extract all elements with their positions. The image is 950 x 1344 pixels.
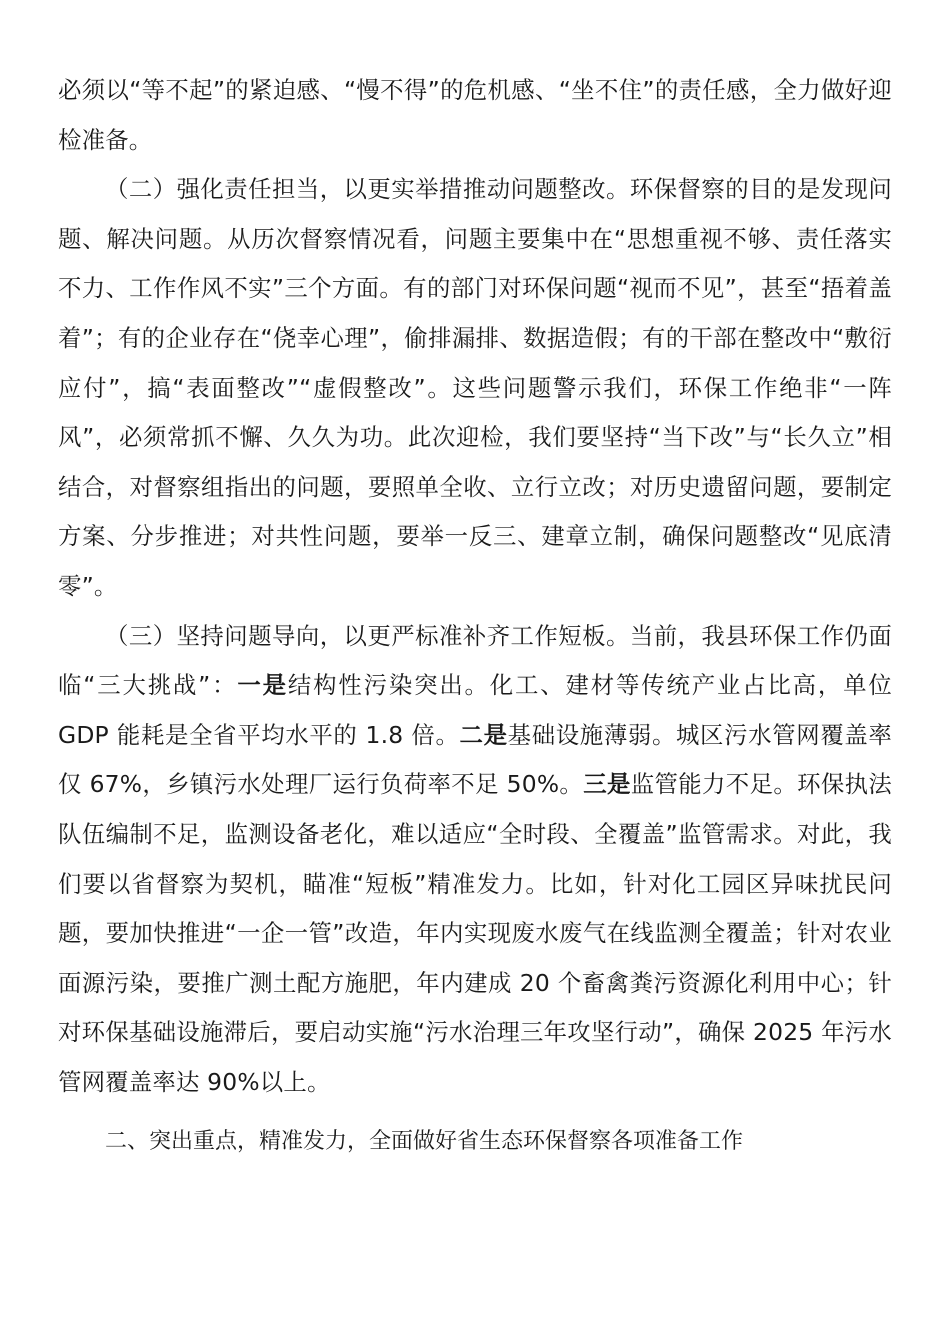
emphasis-first: 一是: [237, 671, 288, 700]
emphasis-third: 三是: [583, 770, 631, 799]
paragraph-problem-oriented: [58, 612, 892, 1108]
section-heading: 二、突出重点，精准发力，全面做好省生态环保督察各项准备工作: [105, 1129, 744, 1155]
paragraph-text: 必须以“等不起”的紧迫感、“慢不得”的危机感、“坐不住”的责任感，全力做好迎检准备。: [58, 76, 892, 154]
document-page: [58, 66, 892, 1167]
paragraph-responsibility: [58, 165, 892, 611]
paragraph-text: 结构性污染突出。化工、建材等传统产业占比高，单位 GDP 能耗是全省平均水平的 1.8 倍。: [58, 671, 892, 749]
paragraph-text: 基础设施薄弱。城区污水管网覆盖率仅 67%，乡镇污水处理厂运行负荷率不足 50%。: [58, 720, 893, 799]
emphasis-second: 二是: [459, 720, 508, 749]
paragraph-text: 监管能力不足。环保执法队伍编制不足，监测设备老化，难以适应“全时段、全覆盖”监管需求。对此，我们要以省督察为契机，瞄准“短板”精准发力。比如，针对化工园区异味扰民问题，要加快推进“一企一管”改造，年内实现废水废气在线监测全覆盖；针对农业面源污染，要推广测土配方施肥，年内建成 20 个畜禽粪污资源化利用中心；针对环保基础设施滞后，要启动实施“污水治理三年攻坚行动”，确保 2025 年污水管网覆盖率达 90%以上。: [58, 770, 892, 1096]
paragraph-text: （三）坚持问题导向，以更严标准补齐工作短板。当前，我县环保工作仍面临“三大挑战”：: [58, 621, 892, 700]
paragraph-text: （二）强化责任担当，以更实举措推动问题整改。环保督察的目的是发现问题、解决问题。从历次督察情况看，问题主要集中在“思想重视不够、责任落实不力、工作作风不实”三个方面。有的部门对环保问题“视而不见”，甚至“捂着盖着”；有的企业存在“侥幸心理”，偷排漏排、数据造假；有的干部在整改中“敷衍应付”，搞“表面整改”“虚假整改”。这些问题警示我们，环保工作绝非“一阵风”，必须常抓不懈、久久为功。此次迎检，我们要坚持“当下改”与“长久立”相结合，对督察组指出的问题，要照单全收、立行立改；对历史遗留问题，要制定方案、分步推进；对共性问题，要举一反三、建章立制，确保问题整改“见底清零”。: [58, 175, 892, 600]
paragraph-continuation: [58, 66, 892, 165]
